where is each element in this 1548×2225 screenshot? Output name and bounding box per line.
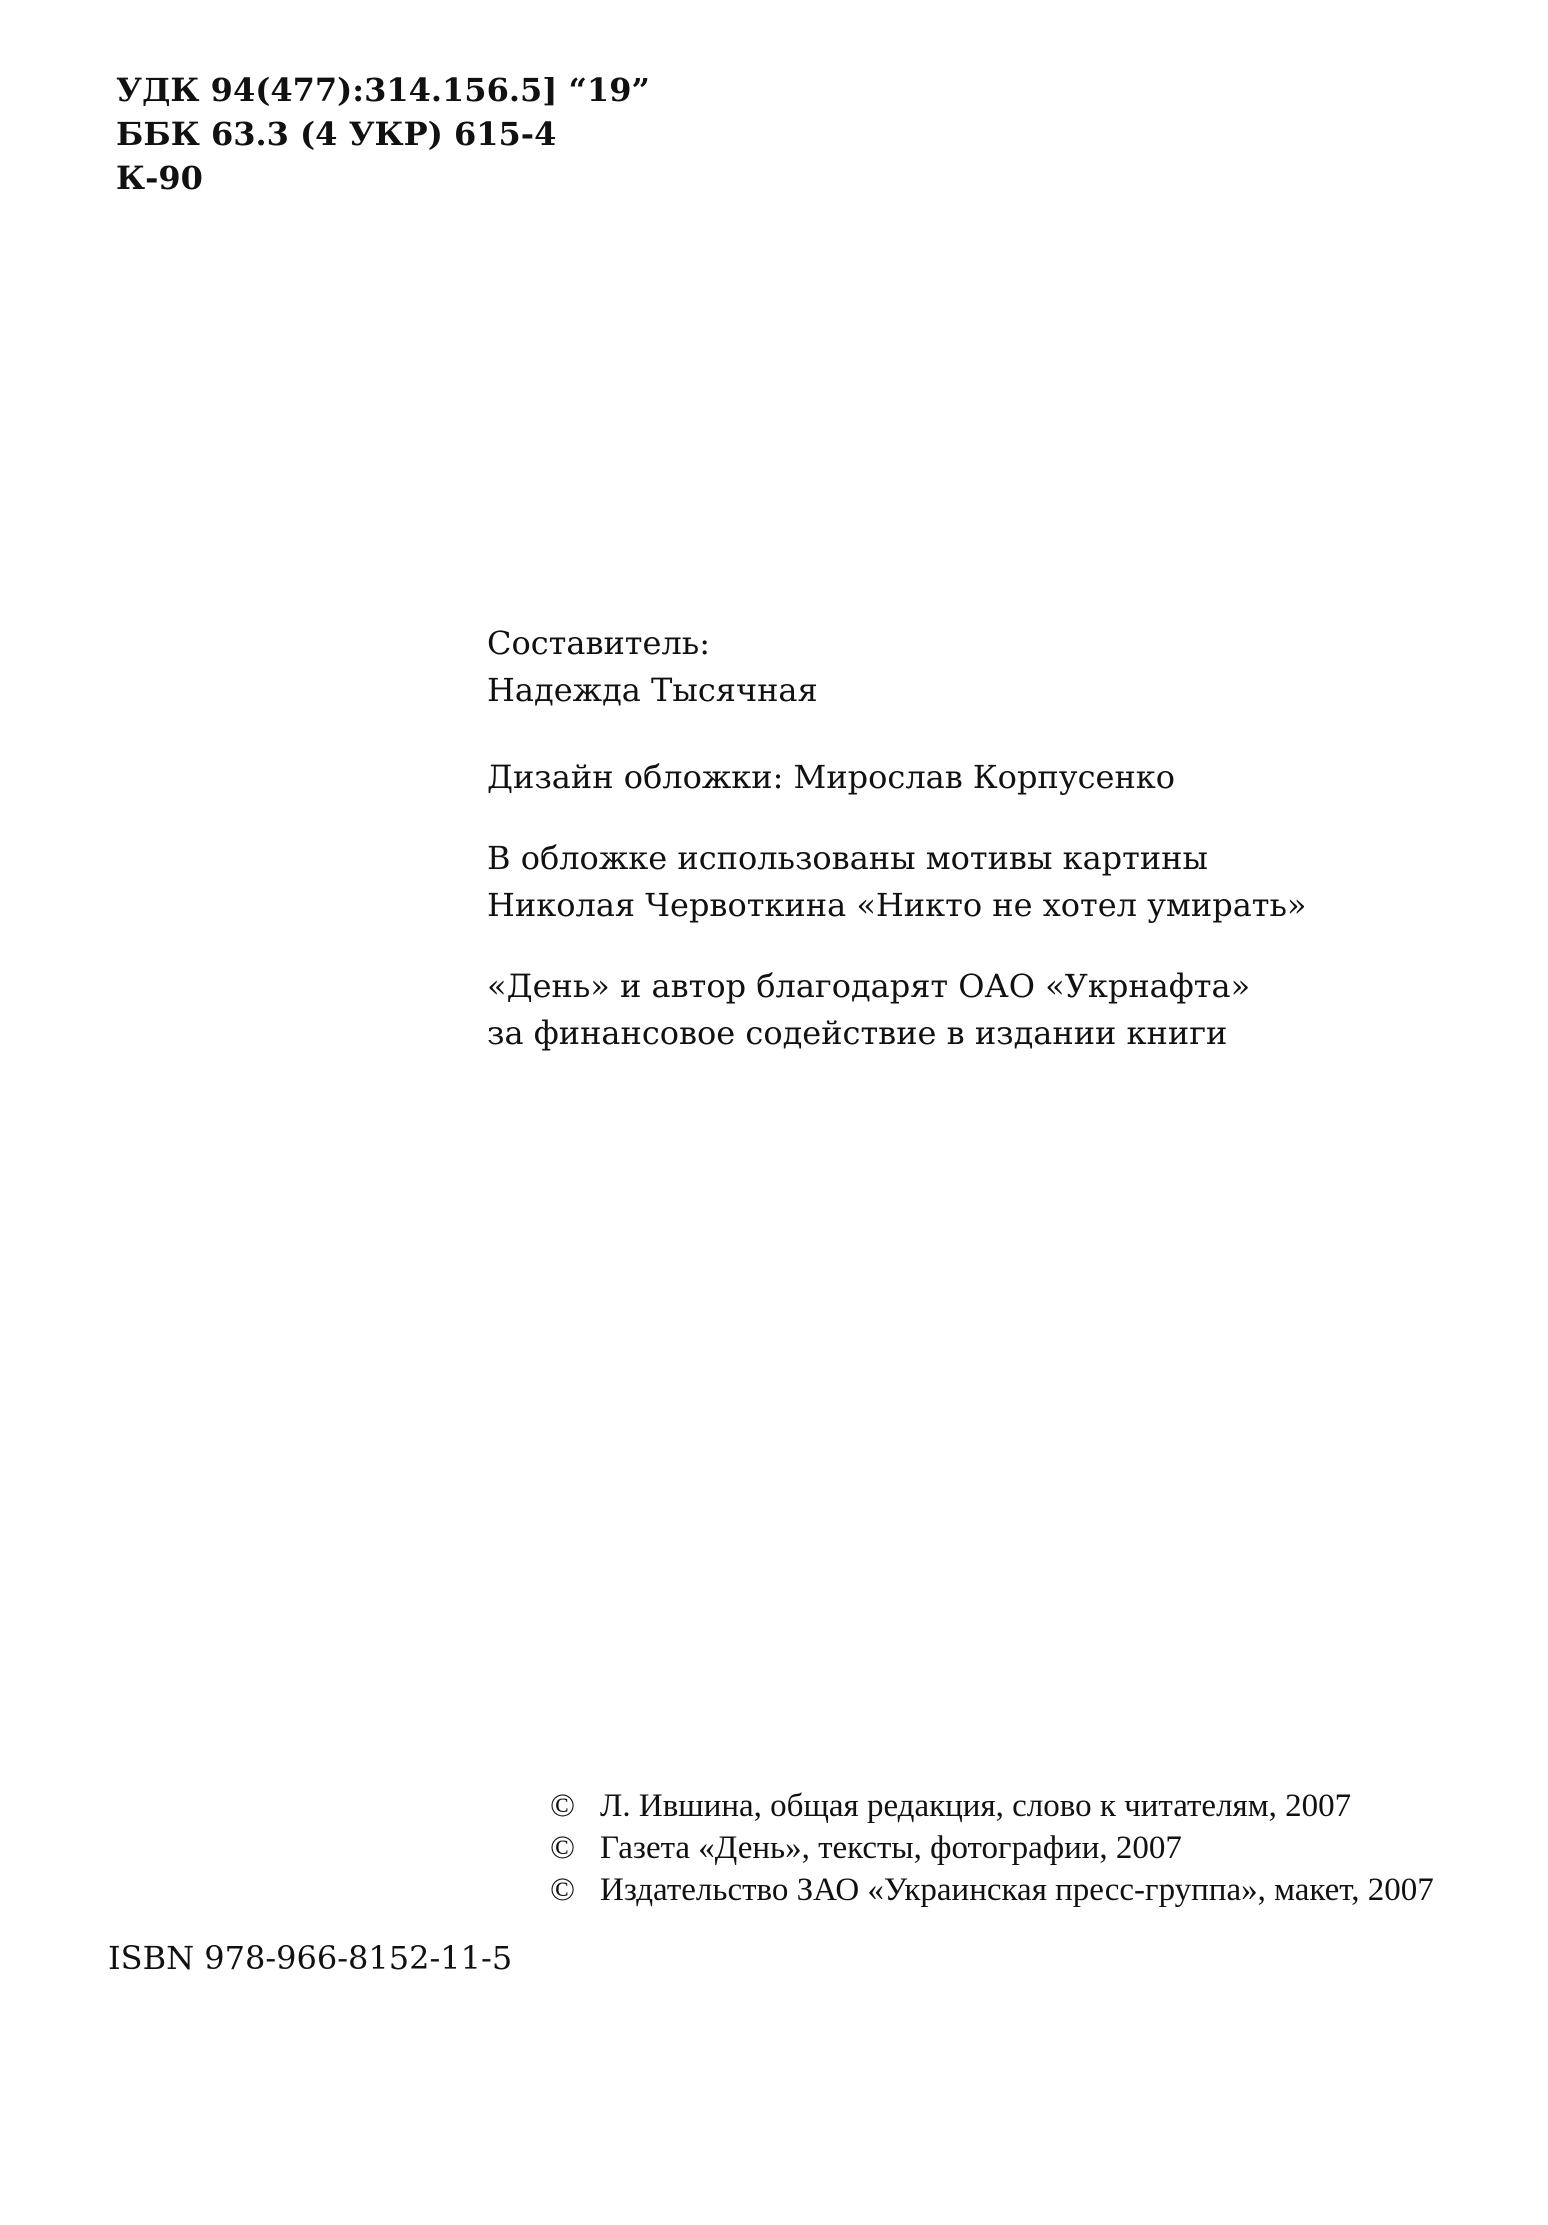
copyright-text: Газета «День», тексты, фотографии, 2007 bbox=[600, 1830, 1182, 1866]
author-mark: К-90 bbox=[116, 159, 203, 197]
copyright-icon: © bbox=[550, 1788, 576, 1824]
credits-block bbox=[487, 620, 1306, 1057]
thanks-line-1: «День» и автор благодарят ОАО «Укрнафта» bbox=[487, 967, 1251, 1005]
cover-design-credit: Дизайн обложки: Мирослав Корпусенко bbox=[487, 758, 1176, 796]
cover-motif-line-1: В обложке использованы мотивы картины bbox=[487, 839, 1208, 877]
compiler-label: Составитель: bbox=[487, 624, 710, 662]
copyright-line bbox=[550, 1827, 1434, 1869]
copyright-block bbox=[550, 1785, 1434, 1911]
copyright-icon: © bbox=[550, 1830, 576, 1866]
cover-motif-line-2: Николая Червоткина «Никто не хотел умирать» bbox=[487, 886, 1307, 924]
udk-code: УДК 94(477):314.156.5] “19” bbox=[116, 71, 650, 109]
compiler-name: Надежда Тысячная bbox=[487, 671, 818, 709]
copyright-line bbox=[550, 1869, 1434, 1911]
copyright-line bbox=[550, 1785, 1434, 1827]
copyright-icon: © bbox=[550, 1872, 576, 1908]
bbk-code: ББК 63.3 (4 УКР) 615-4 bbox=[116, 115, 557, 153]
copyright-text: Л. Ившина, общая редакция, слово к читателям, 2007 bbox=[600, 1788, 1352, 1824]
isbn-number: ISBN 978-966-8152-11-5 bbox=[108, 1939, 513, 1977]
classification-block bbox=[116, 68, 650, 200]
copyright-text: Издательство ЗАО «Украинская пресс-группа», макет, 2007 bbox=[600, 1872, 1434, 1908]
thanks-line-2: за финансовое содействие в издании книги bbox=[487, 1014, 1228, 1052]
